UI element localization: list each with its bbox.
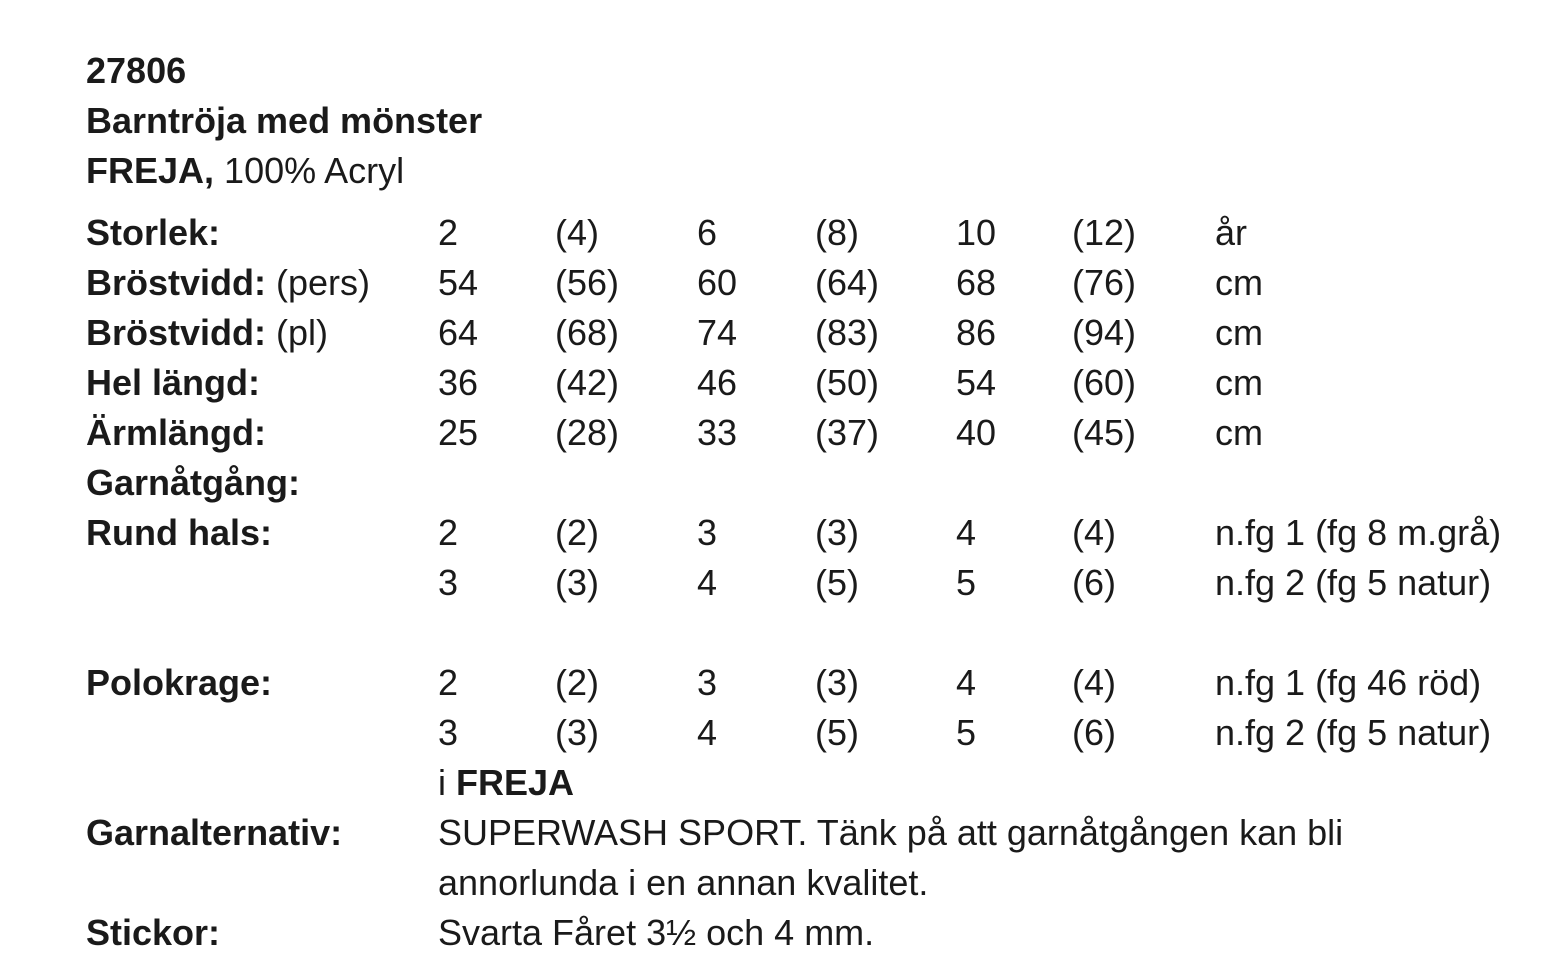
i-freja-line xyxy=(438,758,574,808)
unit-cell: cm xyxy=(1215,262,1263,303)
value-cell: 6 xyxy=(697,212,718,253)
row-polokrage-1 xyxy=(0,658,1558,708)
pattern-number: 27806 xyxy=(86,50,187,91)
value-cell: 74 xyxy=(697,312,738,353)
value-cell: 3 xyxy=(438,712,459,753)
value-cell: (8) xyxy=(815,212,859,253)
value-cell: (3) xyxy=(815,512,859,553)
value-cell: 4 xyxy=(697,562,718,603)
row-storlek xyxy=(0,208,1558,258)
value-cell: 40 xyxy=(956,412,997,453)
value-cell: (2) xyxy=(555,662,599,703)
row-brostvidd-pl xyxy=(0,308,1558,358)
value-cell: 68 xyxy=(956,262,997,303)
value-cell: (94) xyxy=(1072,312,1137,353)
value-cell: 54 xyxy=(438,262,479,303)
value-cell: 5 xyxy=(956,562,977,603)
unit-cell: år xyxy=(1215,212,1248,253)
row-label: Bröstvidd: (pl) xyxy=(86,312,329,353)
value-cell: 2 xyxy=(438,662,459,703)
unit-cell: cm xyxy=(1215,362,1263,403)
value-cell: 60 xyxy=(697,262,738,303)
value-cell: (5) xyxy=(815,712,859,753)
value-cell: 3 xyxy=(697,662,718,703)
yarn-name: FREJA, xyxy=(86,150,215,191)
row-polokrage-2 xyxy=(0,708,1558,758)
value-cell: 33 xyxy=(697,412,738,453)
value-cell: (83) xyxy=(815,312,880,353)
value-cell: (60) xyxy=(1072,362,1137,403)
row-armlangd xyxy=(0,408,1558,458)
pattern-title: Barntröja med mönster xyxy=(86,100,483,141)
color-note: n.fg 1 (fg 8 m.grå) xyxy=(1215,512,1502,553)
value-cell: (3) xyxy=(555,712,599,753)
value-cell: 2 xyxy=(438,512,459,553)
value-cell: (2) xyxy=(555,512,599,553)
value-cell: (4) xyxy=(1072,512,1116,553)
value-cell: (76) xyxy=(1072,262,1137,303)
value-cell: (3) xyxy=(815,662,859,703)
row-label: Hel längd: xyxy=(86,362,261,403)
value-cell: (12) xyxy=(1072,212,1137,253)
value-cell: (4) xyxy=(555,212,599,253)
value-cell: 64 xyxy=(438,312,479,353)
value-cell: (64) xyxy=(815,262,880,303)
garnalternativ-line2: annorlunda i en annan kvalitet. xyxy=(438,862,929,903)
value-cell: 2 xyxy=(438,212,459,253)
row-label: Polokrage: xyxy=(86,662,273,703)
stickor-text: Svarta Fåret 3½ och 4 mm. xyxy=(438,912,875,953)
row-label: Ärmlängd: xyxy=(86,412,266,453)
value-cell: 3 xyxy=(438,562,459,603)
value-cell: (28) xyxy=(555,412,620,453)
unit-cell: cm xyxy=(1215,312,1263,353)
unit-cell: cm xyxy=(1215,412,1263,453)
value-cell: (5) xyxy=(815,562,859,603)
value-cell: (68) xyxy=(555,312,620,353)
row-label: Rund hals: xyxy=(86,512,272,553)
garnalternativ-line1: SUPERWASH SPORT. Tänk på att garnåtgången kan bli xyxy=(438,812,1344,853)
value-cell: 46 xyxy=(697,362,738,403)
row-rund-hals-2 xyxy=(0,558,1558,608)
color-note: n.fg 1 (fg 46 röd) xyxy=(1215,662,1482,703)
section-label: Garnåtgång: xyxy=(86,462,301,503)
garnalternativ-label: Garnalternativ: xyxy=(86,812,343,853)
value-cell: (6) xyxy=(1072,562,1116,603)
color-note: n.fg 2 (fg 5 natur) xyxy=(1215,562,1492,603)
row-garnatgang xyxy=(0,458,1558,508)
value-cell: (42) xyxy=(555,362,620,403)
row-hel-langd xyxy=(0,358,1558,408)
value-cell: 25 xyxy=(438,412,479,453)
value-cell: (45) xyxy=(1072,412,1137,453)
value-cell: (4) xyxy=(1072,662,1116,703)
value-cell: 4 xyxy=(956,512,977,553)
row-rund-hals-1 xyxy=(0,508,1558,558)
yarn-line xyxy=(86,146,482,196)
value-cell: (56) xyxy=(555,262,620,303)
value-cell: (3) xyxy=(555,562,599,603)
row-label: Storlek: xyxy=(86,212,221,253)
value-cell: (6) xyxy=(1072,712,1116,753)
row-label: Bröstvidd: (pers) xyxy=(86,262,371,303)
pattern-header xyxy=(86,46,482,196)
row-brostvidd-pers xyxy=(0,258,1558,308)
value-cell: 86 xyxy=(956,312,997,353)
value-cell: 4 xyxy=(956,662,977,703)
yarn-fiber: 100% Acryl xyxy=(224,150,405,191)
stickor-label: Stickor: xyxy=(86,912,221,953)
value-cell: 54 xyxy=(956,362,997,403)
value-cell: 3 xyxy=(697,512,718,553)
i-freja-prefix: i xyxy=(438,762,446,803)
value-cell: 5 xyxy=(956,712,977,753)
value-cell: 4 xyxy=(697,712,718,753)
i-freja-name: FREJA xyxy=(456,762,575,803)
row-sublabel: (pl) xyxy=(276,312,329,353)
value-cell: (50) xyxy=(815,362,880,403)
value-cell: (37) xyxy=(815,412,880,453)
value-cell: 36 xyxy=(438,362,479,403)
color-note: n.fg 2 (fg 5 natur) xyxy=(1215,712,1492,753)
row-sublabel: (pers) xyxy=(276,262,371,303)
value-cell: 10 xyxy=(956,212,997,253)
